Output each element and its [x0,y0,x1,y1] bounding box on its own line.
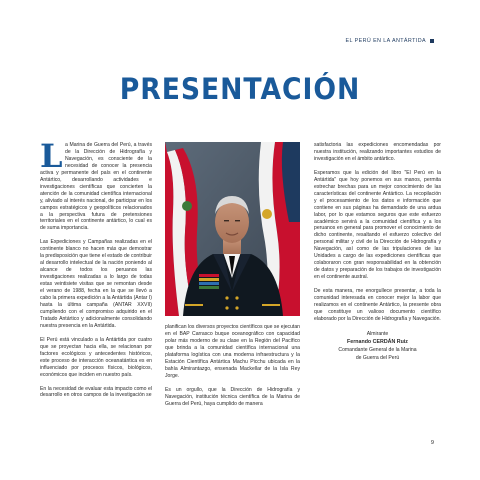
section-header [346,38,435,44]
paragraph: planifican los diversos proyectos científicos que se ejecutan en el BAP Carrasco buque oceanográfico con capacidad polar más moderno de su clase en la Región del Pacífico que brinda a la comunidad científica internacional una plataforma logística con una moderna infraestructura y la Estación Científica Antártica Machu Picchu ubicada en la bahía Almirantazgo, ensenada Mackellar de la Isla Rey Jorge. [165,324,300,379]
paragraph: De esta manera, me enorgullece presentar, a toda la comunidad interesada en conocer mejor la labor que realizamos en el continente Antártico, la presente obra que constituye un valioso documento científico elaborado por la Dirección de Hidrografía y Navegación. [314,288,441,322]
paragraph-with-dropcap [40,137,152,232]
drop-cap: L [40,137,63,175]
signature-name: Fernando CERDÁN Ruiz [347,338,408,345]
portrait-illustration [165,142,300,316]
page-number: 9 [430,440,434,446]
text-column-1 [40,137,152,406]
section-header-label: EL PERÚ EN LA ANTÁRTIDA [345,38,426,44]
paragraph: Las Expediciones y Campañas realizadas en el continente blanco no hacen más que demostrar la predisposición que tiene el estado de contribuir al desarrollo intelectual de la nación poniendo al alcance de todos los peruanos las investigaciones realizadas a lo largo de todas estas veintisiete visitas que se remontan desde el verano de 1988, fecha en la que se llevó a cabo la primera expedición a la Antártida (Antar I) hasta la última campaña (ANTAR XXVII) cumpliendo con el compromiso adquirido en el Tratado Antártico y adicionalmente consolidando nuestra presencia en la Antártida. [40,239,152,329]
signature-block [314,330,441,362]
section-marker-icon [430,39,434,43]
paragraph: El Perú está vinculado a la Antártida por cuatro que se proyectan hacia ella, se relacionan por factores ecológicos y antecedentes históricos, este proceso de interacción oceanatántica es en influenciado por procesos físicos, biológicos, económicos que inciden en nuestro país. [40,336,152,378]
paragraph: En la necesidad de evaluar esta impacto como el desarrollo en otros campos de la investigación se [40,385,152,399]
signature-role-line-2: de Guerra del Perú [355,354,400,361]
page-title: PRESENTACIÓN [119,72,361,106]
paragraph: a Marina de Guerra del Perú, a través de la Dirección de Hidrografía y Navegación, es consciente de la necesidad de conocer la presencia activa y permanente del país en el continente Antártico, desarrollando actividades e investigaciones científicas que concierten la atención de la comunidad científica internacional y, aliviado al interés nacional, de participar en los campos estratégicos y geopolíticos relacionados a la perspectiva futura de pretensiones territoriales en el continente antártico, lo cual es de suma importancia. [40,142,152,232]
signature-rank: Almirante [366,330,389,337]
paragraph: Es un orgullo, que la Dirección de Hidrografía y Navegación, institución técnica científica de la Marina de Guerra del Perú, haya cumplido de manera [165,386,300,407]
admiral-portrait-photo [165,142,300,316]
paragraph: Esperamos que la edición del libro "El Perú en la Antártida" que hoy ponemos en sus manos, permita estrechar brechas para un mejor conocimiento de las características del continente Antártico. La recopilación y el procesamiento de los datos e información que contiene en sus páginas ha demandado de una ardua labor, por lo que estamos seguros que este esfuerzo académico servirá a la comunidad científica y a los peruanos en general para promover el conocimiento de dicho continente, resaltando el esfuerzo colectivo del personal militar y civil de la Dirección de Hidrografía y Navegación, así como de las tripulaciones de las Unidades a cargo de las expediciones científicas que colaboraron con gran responsabilidad en la obtención de datos y preparación de los trabajos de investigación en el continente austral. [314,169,441,281]
text-column-3 [314,142,441,362]
paragraph: satisfactoria las expediciones encomendadas por nuestra institución, realizando importantes estudios de investigación en el ámbito antártico. [314,142,441,162]
signature-role-line-1: Comandante General de la Marina [338,346,417,353]
text-column-2 [165,324,300,414]
